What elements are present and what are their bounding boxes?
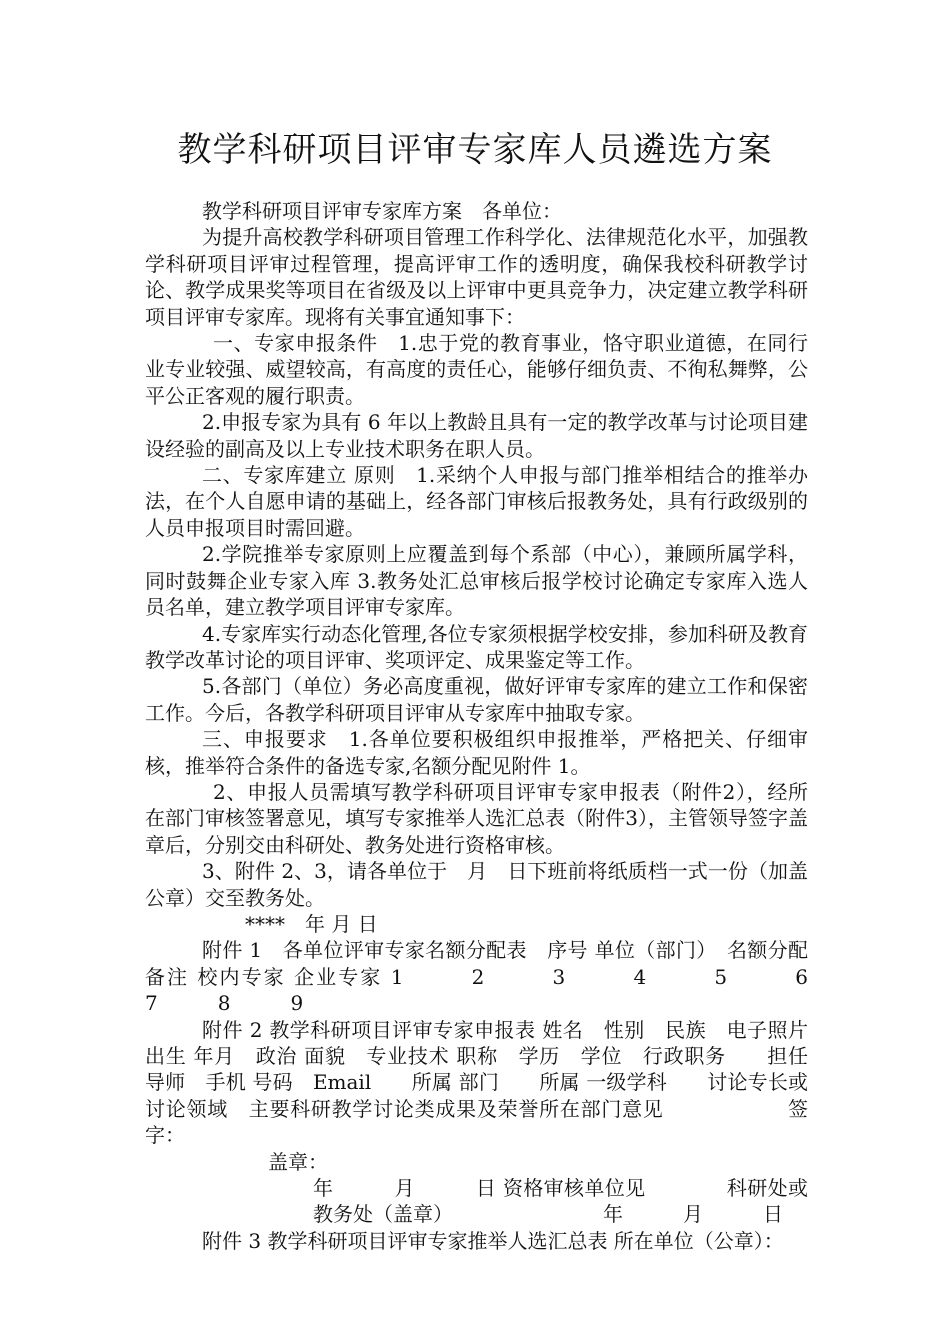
document-title: 教学科研项目评审专家库人员遴选方案 <box>177 130 773 170</box>
section-2-paragraph: 二、专家库建立 原则 1.采纳个人申报与部门推举相结合的推举办法，在个人自愿申请的基础上，经各部门审核后报教务处，具有行政级别的人员申报项目时需回避。 <box>145 463 808 540</box>
section-1-item-2: 2.申报专家为具有 6 年以上教龄且具有一定的教学改革与讨论项目建设经验的副高及以上专业技术职务在职人员。 <box>145 410 808 461</box>
intro-paragraph: 为提升高校教学科研项目管理工作科学化、法律规范化水平，加强教学科研项目评审过程管理，提高评审工作的透明度，确保我校科研教学讨论、教学成果奖等项目在省级及以上评审中更具竞争力，决定建立教学科研项目评审专家库。现将有关事宜通知事下： <box>145 225 808 329</box>
date-line: **** 年 月 日 <box>245 911 378 936</box>
section-2-item-5: 5.各部门（单位）务必高度重视，做好评审专家库的建立工作和保密工作。今后，各教学科研项目评审从专家库中抽取专家。 <box>145 674 808 725</box>
section-3-paragraph: 三、申报要求 1.各单位要积极组织申报推举，严格把关、仔细审核，推举符合条件的备选专家,名额分配见附件 1。 <box>145 727 808 778</box>
attachment-1-paragraph: 附件 1 各单位评审专家名额分配表 序号 单位（部门） 名额分配 备注 校内专家 企业专家 1 2 3 4 5 6 7 8 9 <box>145 938 868 1016</box>
attachment-2-paragraph: 附件 2 教学科研项目评审专家申报表 姓名 性别 民族 电子照片 出生 年月 政治 面貌 专业技术 职称 学历 学位 行政职务 担任 导师 手机 号码 Email 所属 部门 所属 一级学科 讨论专长或讨论领域 主要科研教学讨论类成果及荣誉所在部门意见 签字： <box>145 1017 808 1148</box>
greeting-paragraph: 教学科研项目评审专家库方案 各单位： <box>202 199 562 223</box>
section-2-item-2: 2.学院推举专家原则上应覆盖到每个系部（中心），兼顾所属学科，同时鼓舞企业专家入库 3.教务处汇总审核后报学校讨论确定专家库入选人员名单，建立教学项目评审专家库。 <box>145 542 808 620</box>
seal-line: 盖章： <box>268 1149 328 1174</box>
section-3-item-2: 2、申报人员需填写教学科研项目评审专家申报表（附件2），经所在部门审核签署意见，填写专家推举人选汇总表（附件3），主管领导签字盖章后，分别交由科研处、教务处进行资格审核。 <box>145 779 808 857</box>
approval-paragraph: 年 月 日 资格审核单位见 科研处或教务处（盖章） 年 月 日 <box>313 1176 808 1227</box>
section-3-item-3: 3、附件 2、3，请各单位于 月 日下班前将纸质档一式一份（加盖公章）交至教务处。 <box>145 859 808 910</box>
document-body <box>145 198 868 1254</box>
section-1-paragraph: 一、专家申报条件 1.忠于党的教育事业，恪守职业道德，在同行业专业较强、威望较高，有高度的责任心，能够仔细负责、不徇私舞弊，公平公正客观的履行职责。 <box>145 331 808 408</box>
section-2-item-4: 4.专家库实行动态化管理,各位专家须根据学校安排，参加科研及教育教学改革讨论的项目评审、奖项评定、成果鉴定等工作。 <box>145 621 808 672</box>
attachment-3-paragraph: 附件 3 教学科研项目评审专家推举人选汇总表 所在单位（公章）： <box>202 1228 784 1253</box>
